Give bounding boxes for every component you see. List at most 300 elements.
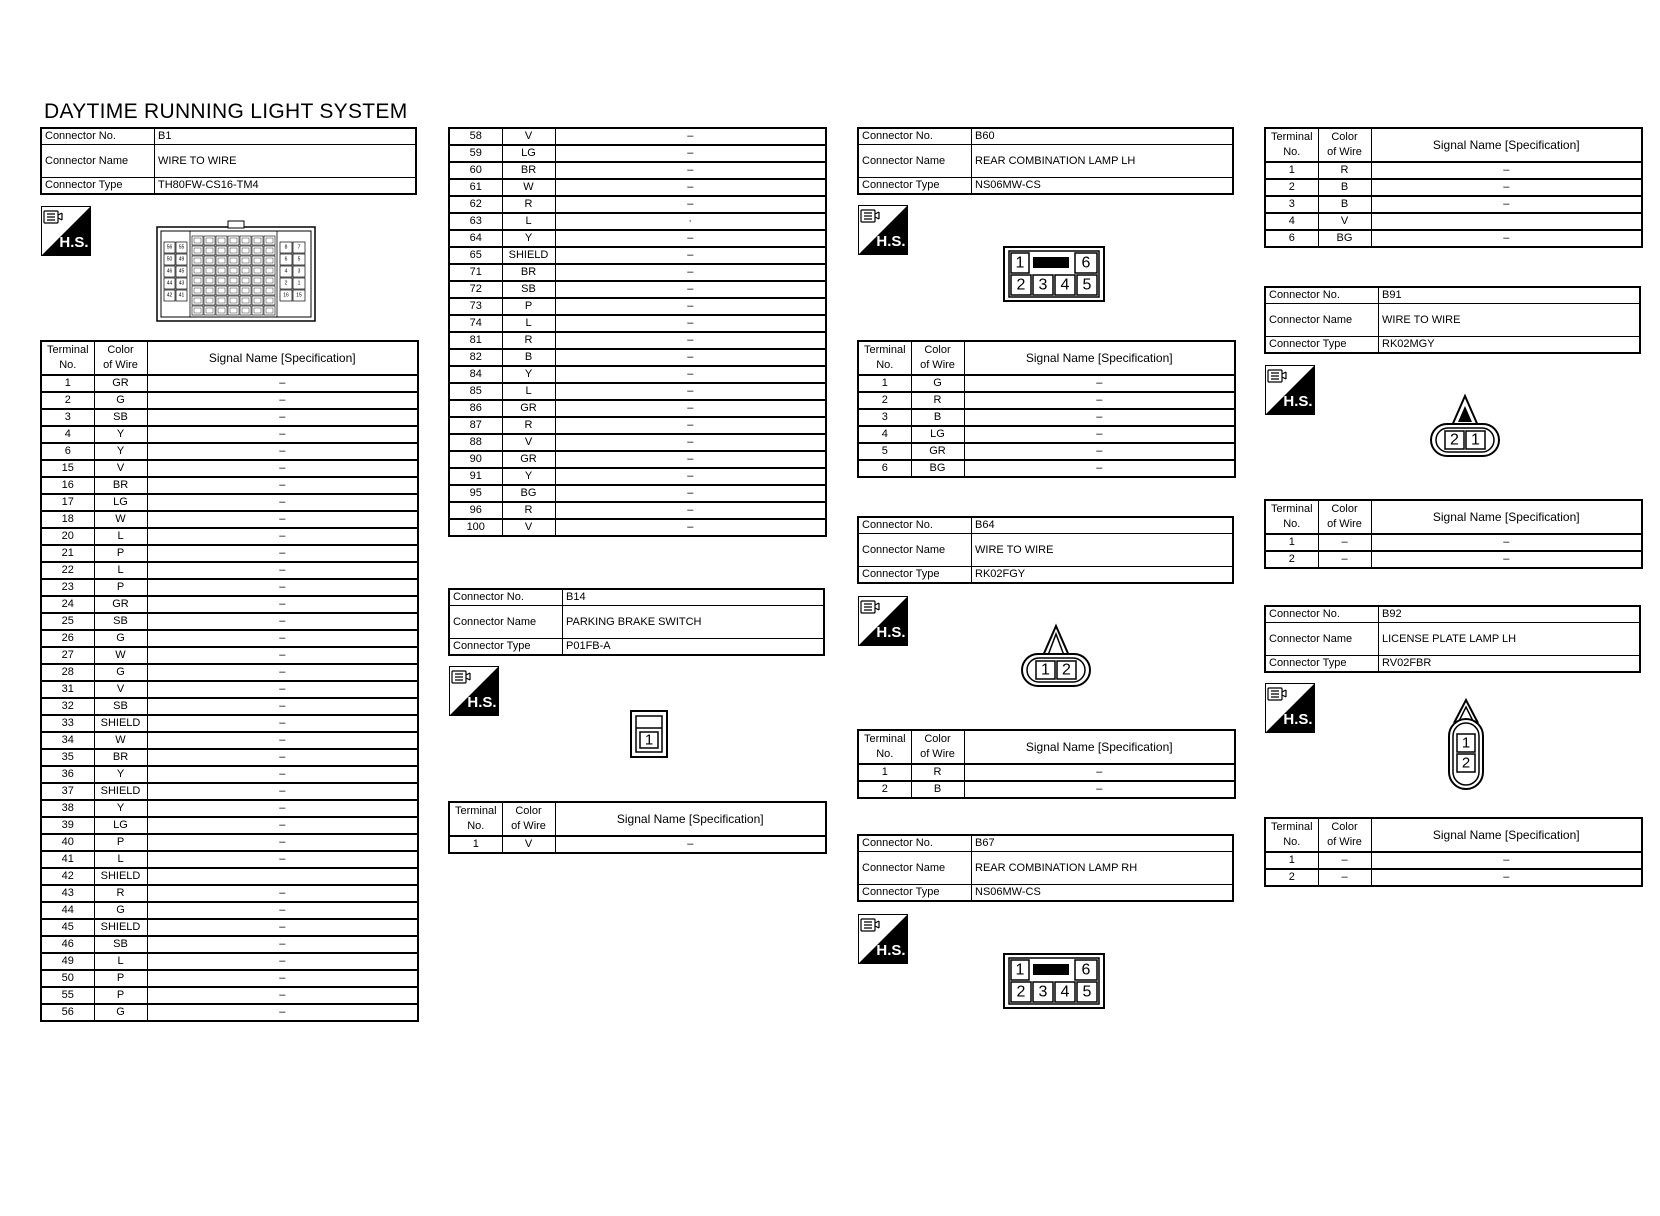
signal-name: – [147, 562, 418, 579]
connector-type-label: Connector Type [858, 567, 972, 584]
signal-name: – [147, 426, 418, 443]
terminal-no: 3 [41, 409, 94, 426]
terminal-table-b1 [40, 340, 419, 1022]
terminal-no: 60 [449, 162, 502, 179]
table-row [449, 179, 826, 196]
wire-color: SB [94, 409, 147, 426]
pin-number: 15 [296, 292, 302, 299]
wire-color: R [502, 417, 555, 434]
signal-name: – [147, 919, 418, 936]
terminal-header-line1: Terminal [46, 344, 89, 357]
table-row [41, 698, 418, 715]
signal-name: – [964, 781, 1235, 798]
wire-color: SB [502, 281, 555, 298]
terminal-no: 4 [1265, 213, 1318, 230]
table-row [41, 426, 418, 443]
signal-name: – [147, 460, 418, 477]
terminal-header [449, 802, 502, 836]
connector-name-value: WIRE TO WIRE [155, 145, 417, 178]
signal-name: – [147, 834, 418, 851]
page-title: DAYTIME RUNNING LIGHT SYSTEM [44, 100, 408, 123]
terminal-table-b14 [448, 801, 827, 854]
wire-color: V [502, 434, 555, 451]
connector-face-b60 [1003, 246, 1105, 302]
signal-name: – [147, 800, 418, 817]
terminal-no: 61 [449, 179, 502, 196]
table-row [41, 545, 418, 562]
table-row [41, 885, 418, 902]
pin-number: 2 [1016, 983, 1026, 1001]
table-row [858, 781, 1235, 798]
terminal-no: 1 [449, 836, 502, 853]
signal-name: – [555, 451, 826, 468]
wire-color: GR [911, 443, 964, 460]
pin-number: 5 [1082, 276, 1092, 294]
signal-name: – [964, 375, 1235, 392]
terminal-no: 5 [858, 443, 911, 460]
connector-name-value: LICENSE PLATE LAMP LH [1379, 623, 1641, 656]
table-row [41, 783, 418, 800]
pin-number: 7 [297, 244, 301, 251]
pin-number: 55 [178, 244, 185, 251]
terminal-no: 39 [41, 817, 94, 834]
connector-number-value: B14 [563, 589, 825, 606]
terminal-header-line2: No. [59, 359, 77, 371]
terminal-no: 38 [41, 800, 94, 817]
terminal-no: 82 [449, 349, 502, 366]
terminal-no: 37 [41, 783, 94, 800]
terminal-no: 26 [41, 630, 94, 647]
signal-name: – [1371, 179, 1642, 196]
terminal-header [1265, 128, 1318, 162]
terminal-header-line2: No. [876, 359, 894, 371]
terminal-table-b64 [857, 729, 1236, 799]
table-row [41, 817, 418, 834]
pin-number: 42 [166, 292, 173, 299]
connector-name-label: Connector Name [449, 606, 563, 639]
wire-color-header-line2: of Wire [1327, 836, 1362, 848]
terminal-no: 15 [41, 460, 94, 477]
table-row [41, 851, 418, 868]
signal-name: – [555, 315, 826, 332]
wire-color: BR [94, 749, 147, 766]
signal-name: – [147, 630, 418, 647]
table-row [449, 264, 826, 281]
wire-color: LG [94, 817, 147, 834]
wire-color: LG [911, 426, 964, 443]
terminal-no: 2 [1265, 551, 1318, 568]
connector-number-value: B92 [1379, 606, 1641, 623]
harness-side-label: H.S. [1283, 393, 1313, 410]
table-row [41, 919, 418, 936]
wire-color: G [94, 1004, 147, 1021]
table-row [41, 868, 418, 885]
pin-number: 3 [1038, 276, 1048, 294]
connector-face-b14 [630, 710, 668, 758]
table-row [449, 315, 826, 332]
connector-name-value: WIRE TO WIRE [1379, 304, 1641, 337]
terminal-no: 49 [41, 953, 94, 970]
terminal-no: 73 [449, 298, 502, 315]
connector-name-label: Connector Name [1265, 623, 1379, 656]
table-row [41, 953, 418, 970]
connector-name-value: PARKING BRAKE SWITCH [563, 606, 825, 639]
wire-color: Y [502, 366, 555, 383]
connector-type-value: RK02MGY [1379, 337, 1641, 354]
table-row [449, 281, 826, 298]
signal-name: – [1371, 162, 1642, 179]
terminal-no: 50 [41, 970, 94, 987]
signal-name: – [147, 783, 418, 800]
wire-color: B [911, 409, 964, 426]
pin-number: 46 [166, 268, 173, 275]
pin-number: 1 [1015, 961, 1025, 979]
wire-color-header-line2: of Wire [1327, 518, 1362, 530]
wire-color: W [94, 511, 147, 528]
terminal-no: 84 [449, 366, 502, 383]
table-row [858, 460, 1235, 477]
signal-name: – [964, 764, 1235, 781]
connector-type-label: Connector Type [41, 178, 155, 195]
wire-color: SHIELD [94, 919, 147, 936]
connector-info-table-b64 [857, 516, 1234, 584]
terminal-no: 25 [41, 613, 94, 630]
wire-color: Y [502, 468, 555, 485]
terminal-header [1265, 500, 1318, 534]
table-row [449, 162, 826, 179]
table-row [449, 468, 826, 485]
pin-number: 1 [297, 280, 301, 287]
terminal-no: 3 [858, 409, 911, 426]
signal-name: – [147, 1004, 418, 1021]
connector-number-label: Connector No. [1265, 606, 1379, 623]
signal-name: – [147, 409, 418, 426]
pin-number: 41 [178, 292, 185, 299]
table-row [449, 366, 826, 383]
wire-color-header [1318, 500, 1371, 534]
table-row [41, 732, 418, 749]
wire-color: P [94, 970, 147, 987]
terminal-no: 46 [41, 936, 94, 953]
terminal-no: 44 [41, 902, 94, 919]
wire-color: BG [1318, 230, 1371, 247]
terminal-no: 35 [41, 749, 94, 766]
connector-name-value: REAR COMBINATION LAMP LH [972, 145, 1234, 178]
connector-face-b67 [1003, 953, 1105, 1009]
signal-name: – [147, 511, 418, 528]
signal-name-header: Signal Name [Specification] [147, 341, 418, 375]
signal-name-header: Signal Name [Specification] [555, 802, 826, 836]
pin-number: 43 [178, 280, 185, 287]
terminal-no: 90 [449, 451, 502, 468]
signal-name: – [555, 281, 826, 298]
connector-type-value: TH80FW-CS16-TM4 [155, 178, 417, 195]
wire-color-header-line2: of Wire [1327, 146, 1362, 158]
wire-color: BR [94, 477, 147, 494]
connector-face-b64 [1020, 622, 1092, 690]
terminal-header-line2: No. [1283, 836, 1301, 848]
pin-number: 4 [1060, 983, 1070, 1001]
connector-face-b91 [1429, 392, 1501, 460]
harness-side-icon [858, 596, 908, 646]
table-row [41, 902, 418, 919]
signal-name-header: Signal Name [Specification] [964, 730, 1235, 764]
terminal-header [858, 730, 911, 764]
terminal-table-b92 [1264, 817, 1643, 887]
wire-color: P [94, 545, 147, 562]
signal-name: – [555, 400, 826, 417]
table-row [449, 383, 826, 400]
table-row [41, 511, 418, 528]
wire-color: Y [94, 443, 147, 460]
harness-side-icon [1265, 683, 1315, 733]
table-row [41, 528, 418, 545]
pin-number: 3 [1038, 983, 1048, 1001]
pin-number: 1 [1015, 254, 1025, 272]
terminal-no: 6 [1265, 230, 1318, 247]
table-row [449, 519, 826, 536]
table-row [858, 375, 1235, 392]
signal-name: – [1371, 196, 1642, 213]
pin-number: 6 [284, 256, 288, 263]
wire-color-header [911, 730, 964, 764]
wire-color: G [94, 630, 147, 647]
pin-number: 2 [284, 280, 288, 287]
table-row [1265, 196, 1642, 213]
terminal-no: 74 [449, 315, 502, 332]
terminal-no: 1 [41, 375, 94, 392]
wire-color: LG [94, 494, 147, 511]
signal-name [1371, 213, 1642, 230]
signal-name: – [147, 392, 418, 409]
signal-name: – [555, 162, 826, 179]
key-slot [1033, 257, 1069, 268]
wire-color: B [1318, 179, 1371, 196]
wire-color: V [1318, 213, 1371, 230]
key-slot [1033, 964, 1069, 975]
connector-type-value: NS06MW-CS [972, 885, 1234, 902]
wire-color-header-line1: Color [1331, 131, 1358, 144]
pin-number: 1 [1041, 661, 1050, 679]
terminal-no: 88 [449, 434, 502, 451]
connector-number-label: Connector No. [449, 589, 563, 606]
signal-name: – [1371, 534, 1642, 551]
connector-number-label: Connector No. [41, 128, 155, 145]
wire-color: BR [502, 264, 555, 281]
wire-color: L [94, 851, 147, 868]
signal-name: – [147, 375, 418, 392]
table-row [1265, 230, 1642, 247]
harness-side-icon [858, 205, 908, 255]
connector-type-value: P01FB-A [563, 639, 825, 656]
signal-name: – [964, 426, 1235, 443]
terminal-no: 2 [858, 781, 911, 798]
wire-color: GR [502, 451, 555, 468]
wire-color: W [94, 732, 147, 749]
wire-color: L [94, 562, 147, 579]
terminal-no: 62 [449, 196, 502, 213]
connector-number-label: Connector No. [858, 128, 972, 145]
terminal-no: 65 [449, 247, 502, 264]
wire-color-header [94, 341, 147, 375]
wire-color-header-line2: of Wire [920, 359, 955, 371]
table-row [41, 562, 418, 579]
connector-type-label: Connector Type [1265, 656, 1379, 673]
table-row [41, 409, 418, 426]
table-row [449, 230, 826, 247]
table-row [41, 596, 418, 613]
signal-name: – [147, 936, 418, 953]
signal-name: – [147, 528, 418, 545]
terminal-no: 24 [41, 596, 94, 613]
wire-color: G [94, 664, 147, 681]
connector-type-label: Connector Type [1265, 337, 1379, 354]
wire-color: G [94, 902, 147, 919]
terminal-header [858, 341, 911, 375]
table-row [449, 247, 826, 264]
pin-number: 1 [644, 731, 654, 749]
connector-number-value: B1 [155, 128, 417, 145]
terminal-no: 4 [858, 426, 911, 443]
terminal-table-b60 [857, 340, 1236, 478]
table-row [41, 477, 418, 494]
terminal-no: 58 [449, 128, 502, 145]
pin-number: 2 [1450, 431, 1459, 449]
connector-info-table-b14 [448, 588, 825, 656]
terminal-no: 91 [449, 468, 502, 485]
wire-color: R [911, 764, 964, 781]
signal-name: – [147, 902, 418, 919]
signal-name: – [555, 179, 826, 196]
signal-name: – [147, 715, 418, 732]
wire-color: R [1318, 162, 1371, 179]
connector-name-label: Connector Name [858, 534, 972, 567]
terminal-no: 2 [41, 392, 94, 409]
wire-color: R [502, 502, 555, 519]
signal-name: – [147, 681, 418, 698]
table-row [449, 502, 826, 519]
pin-number: 6 [1081, 961, 1091, 979]
terminal-no: 21 [41, 545, 94, 562]
table-row [41, 766, 418, 783]
terminal-no: 20 [41, 528, 94, 545]
terminal-no: 41 [41, 851, 94, 868]
signal-name: – [555, 196, 826, 213]
wire-color: SHIELD [94, 868, 147, 885]
table-row [449, 213, 826, 230]
signal-name: – [147, 545, 418, 562]
pin-number: 16 [283, 292, 289, 299]
signal-name: – [555, 468, 826, 485]
table-row [449, 128, 826, 145]
table-row [41, 1004, 418, 1021]
terminal-no: 2 [1265, 869, 1318, 886]
harness-side-label: H.S. [876, 624, 906, 641]
connector-name-label: Connector Name [41, 145, 155, 178]
table-row [449, 298, 826, 315]
table-row [449, 434, 826, 451]
harness-side-icon [858, 914, 908, 964]
pin-number: 4 [284, 268, 288, 275]
table-row [41, 613, 418, 630]
terminal-no: 55 [41, 987, 94, 1004]
table-row [41, 834, 418, 851]
connector-type-label: Connector Type [858, 885, 972, 902]
terminal-header-line2: No. [1283, 146, 1301, 158]
signal-name: – [147, 698, 418, 715]
connector-name-label: Connector Name [858, 852, 972, 885]
signal-name: – [555, 417, 826, 434]
connector-number-value: B91 [1379, 287, 1641, 304]
table-row [858, 409, 1235, 426]
connector-type-label: Connector Type [449, 639, 563, 656]
signal-name: – [147, 953, 418, 970]
wire-color: P [94, 834, 147, 851]
table-row [1265, 869, 1642, 886]
terminal-no: 2 [858, 392, 911, 409]
terminal-no: 1 [858, 375, 911, 392]
table-row [41, 987, 418, 1004]
connector-number-value: B64 [972, 517, 1234, 534]
signal-name: – [555, 145, 826, 162]
wire-color-header-line2: of Wire [511, 820, 546, 832]
signal-name-header: Signal Name [Specification] [1371, 500, 1642, 534]
wire-color-header-line1: Color [515, 805, 542, 818]
harness-side-icon [1265, 365, 1315, 415]
signal-name-header: Signal Name [Specification] [1371, 818, 1642, 852]
signal-name: – [555, 349, 826, 366]
terminal-no: 16 [41, 477, 94, 494]
connector-name-value: WIRE TO WIRE [972, 534, 1234, 567]
terminal-no: 4 [41, 426, 94, 443]
signal-name: – [147, 664, 418, 681]
wire-color: R [502, 196, 555, 213]
signal-name: – [964, 460, 1235, 477]
table-row [1265, 551, 1642, 568]
terminal-no: 72 [449, 281, 502, 298]
signal-name: – [555, 332, 826, 349]
harness-side-icon [449, 666, 499, 716]
wire-color: GR [502, 400, 555, 417]
signal-name-header: Signal Name [Specification] [964, 341, 1235, 375]
signal-name: – [147, 477, 418, 494]
signal-name: – [147, 732, 418, 749]
wire-color: Y [94, 766, 147, 783]
terminal-header-line2: No. [467, 820, 485, 832]
connector-info-table-b91 [1264, 286, 1641, 354]
wire-color: B [1318, 196, 1371, 213]
connector-name-label: Connector Name [858, 145, 972, 178]
pin-number: 50 [166, 256, 173, 263]
signal-name: – [147, 579, 418, 596]
wire-color: V [502, 519, 555, 536]
signal-name: – [147, 596, 418, 613]
pin-number: 5 [1082, 983, 1092, 1001]
terminal-no: 40 [41, 834, 94, 851]
wire-color-header-line1: Color [107, 344, 134, 357]
signal-name: – [1371, 230, 1642, 247]
wire-color: V [502, 836, 555, 853]
signal-name: – [147, 749, 418, 766]
wire-color: SB [94, 936, 147, 953]
table-row [41, 749, 418, 766]
wire-color: P [94, 987, 147, 1004]
wire-color: GR [94, 596, 147, 613]
wire-color: L [502, 315, 555, 332]
connector-number-value: B67 [972, 835, 1234, 852]
connector-name-label: Connector Name [1265, 304, 1379, 337]
wire-color: W [94, 647, 147, 664]
